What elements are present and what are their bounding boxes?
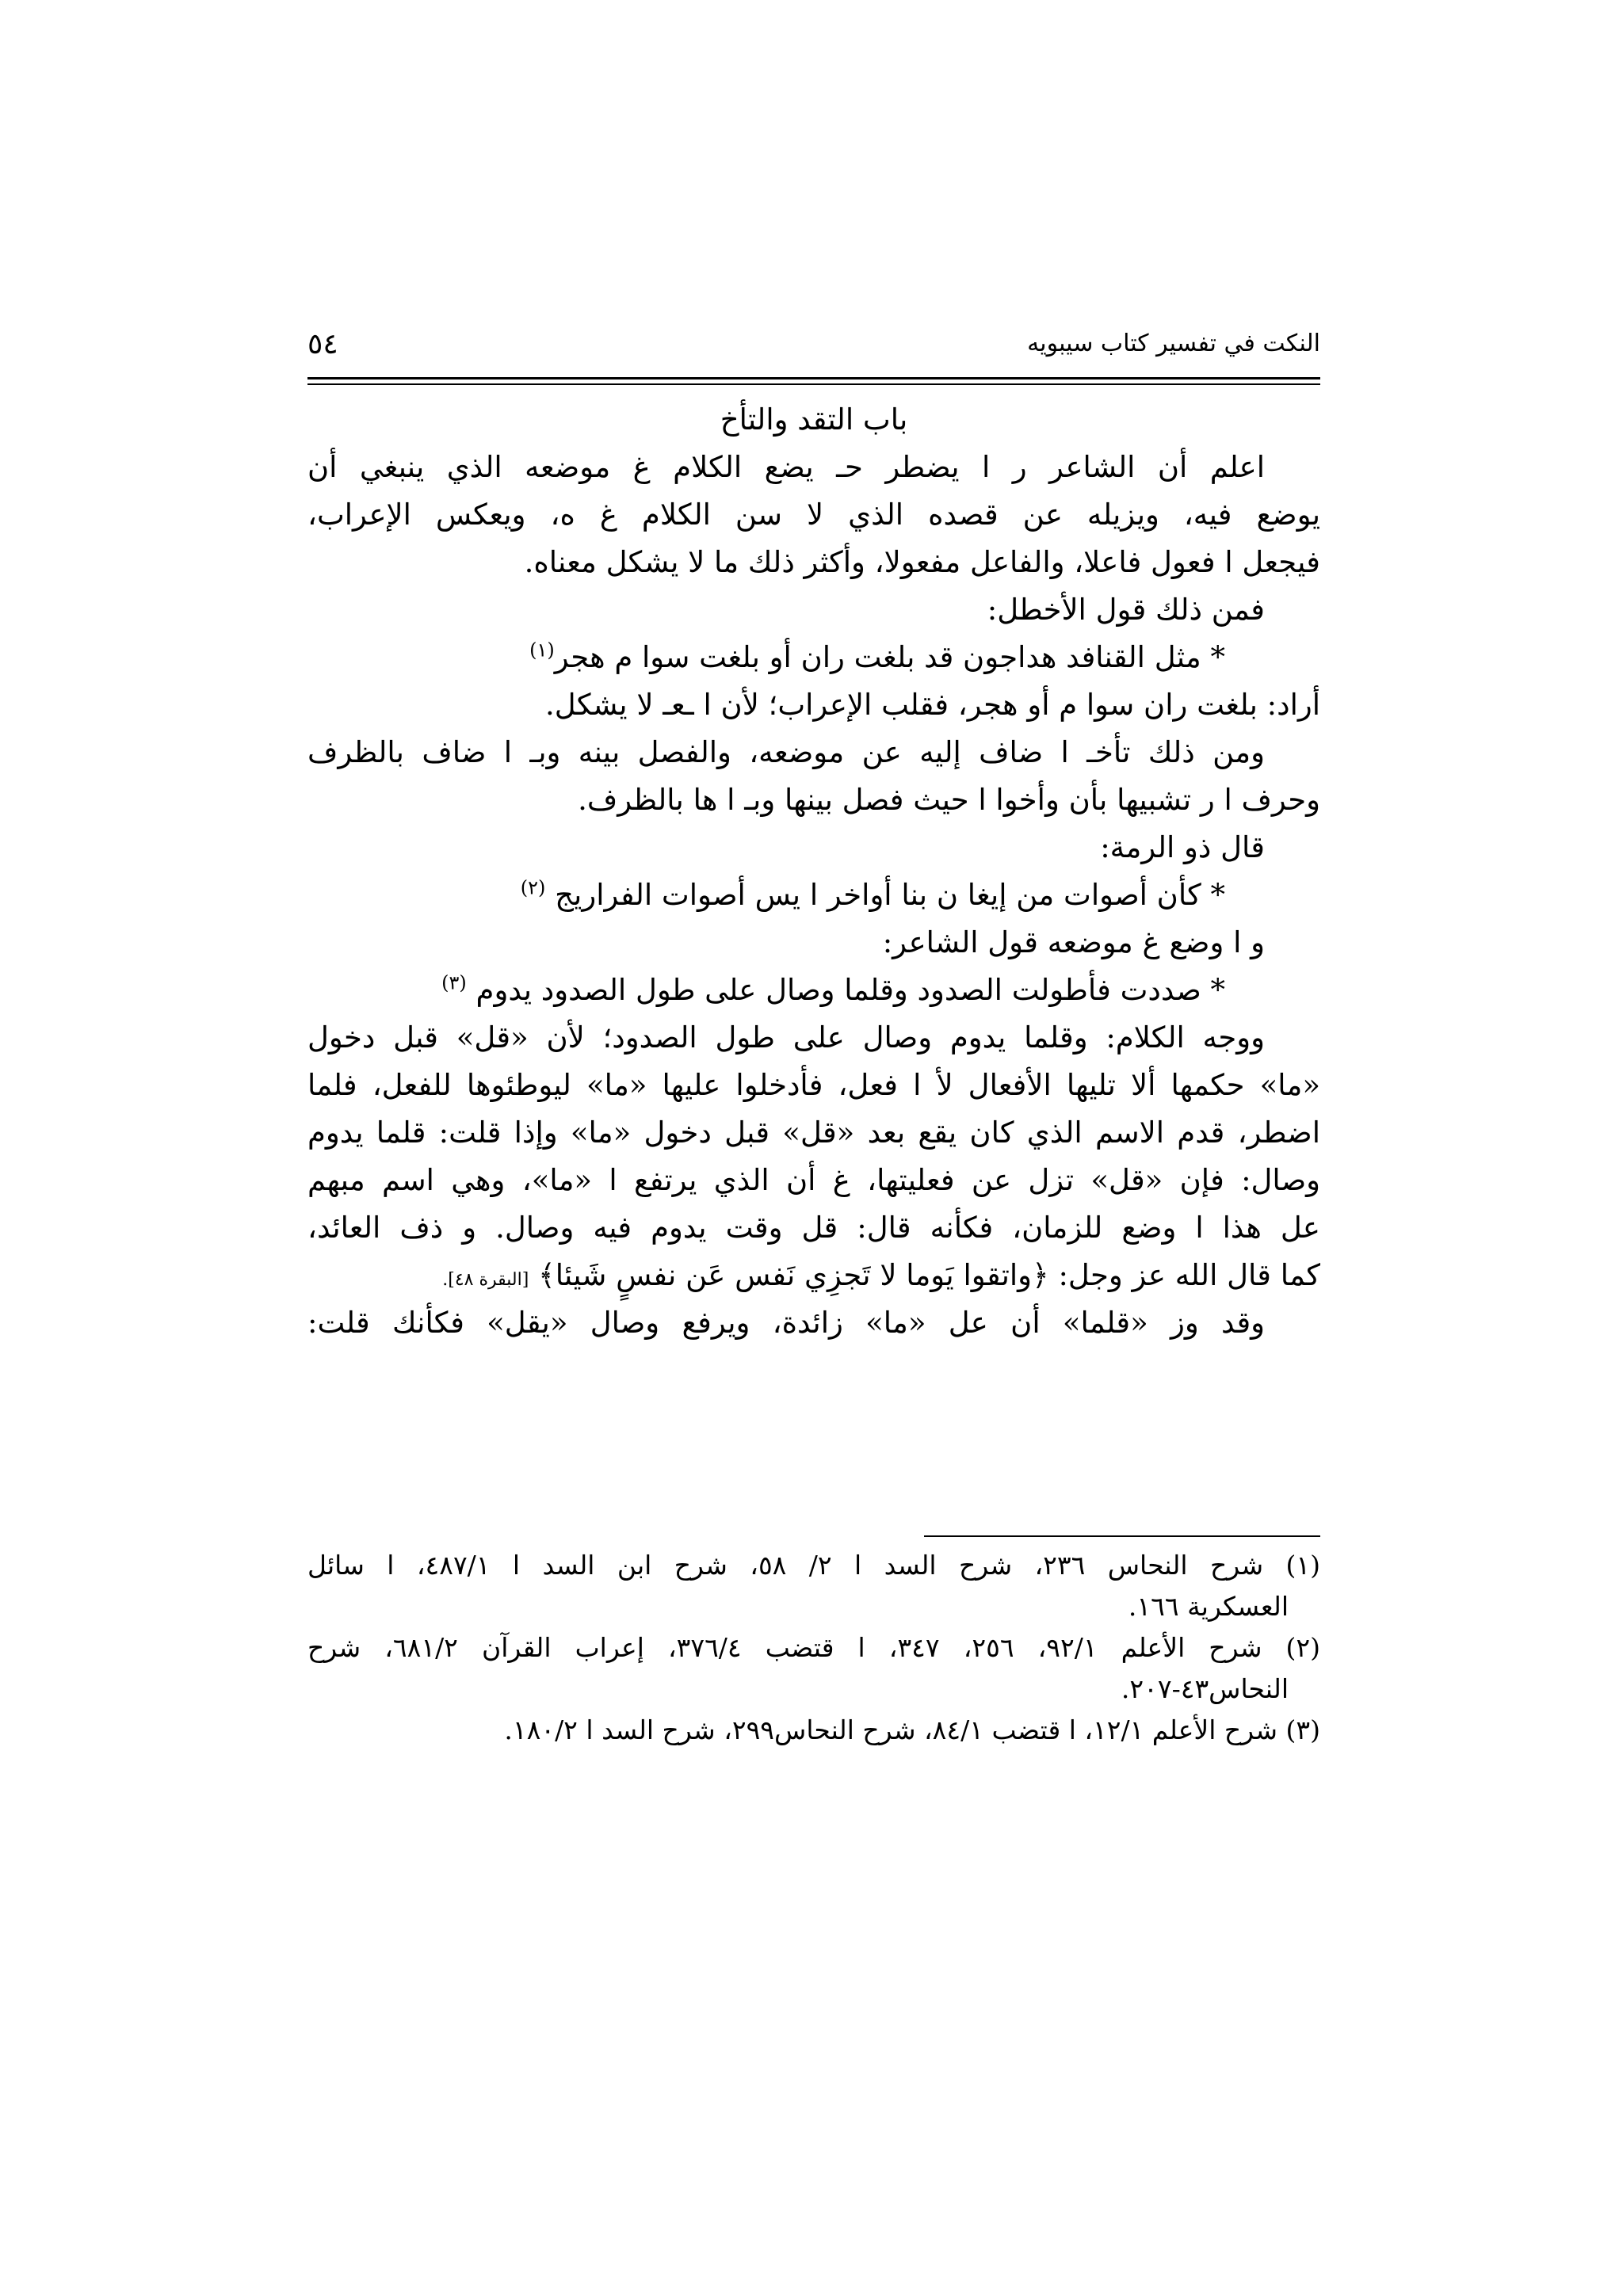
paragraph-line: فمن ذلك قول الأخطل: bbox=[987, 593, 1265, 627]
verse-text: * مثل القنافد هداجون قد بلغت ران أو بلغت سوا م هجر bbox=[554, 640, 1225, 674]
section-title: باب التقد والتأخ bbox=[720, 402, 908, 437]
footnote-line: (١) شرح النحاس ٢٣٦، شرح السد ا ٢/ ٥٨، شرح ابن السد ا ٤٨٧/١، ا سائل bbox=[307, 1550, 1320, 1581]
paragraph-line: ووجه الكلام: وقلما يدوم وصال على طول الصدود؛ لأن «قل» قبل دخول bbox=[307, 1020, 1265, 1055]
page-header bbox=[307, 325, 1320, 372]
verse-text: * كأن أصوات من إيغا ن بنا أواخر ا يس أصوات الفراريج bbox=[555, 878, 1225, 912]
verse-line bbox=[307, 634, 1320, 681]
paragraph-line: وحرف ا ر تشبيها بأن وأخوا ا حيث فصل بينها وبـ ا ها بالظرف. bbox=[578, 783, 1320, 817]
paragraph-line: «ما» حكمها ألا تليها الأفعال لأ ا فعل، فأدخلوا عليها «ما» ليوطئوها للفعل، فلما bbox=[307, 1068, 1320, 1102]
header-double-rule bbox=[307, 377, 1320, 385]
paragraph-line bbox=[307, 1252, 1320, 1299]
paragraph-line: و ا وضع غ موضعه قول الشاعر: bbox=[882, 925, 1265, 959]
paragraph-line: عل هذا ا وضع للزمان، فكأنه قال: قل وقت يدوم فيه وصال. و ذف العائد، bbox=[307, 1211, 1320, 1245]
footnote-line: (٣) شرح الأعلم ١٢/١، ا قتضب ٨٤/١، شرح النحاس٢٩٩، شرح السد ا ١٨٠/٢. bbox=[504, 1714, 1320, 1745]
paragraph-line: اضطر، قدم الاسم الذي كان يقع بعد «قل» قبل دخول «ما» وإذا قلت: قلما يدوم bbox=[307, 1116, 1320, 1150]
footnote-line: النحاس٤٣-٢٠٧. bbox=[1121, 1673, 1289, 1704]
footnotes bbox=[307, 1545, 1320, 1751]
paragraph-line: ومن ذلك تأخـ ا ضاف إليه عن موضعه، والفصل بينه وبـ ا ضاف بالظرف bbox=[307, 735, 1265, 769]
paragraph-line: قال ذو الرمة: bbox=[1100, 830, 1265, 864]
running-title: النكت في تفسير كتاب سيبويه bbox=[1027, 330, 1320, 357]
paragraph-line: وصال: فإن «قل» تزل عن فعليتها، غ أن الذي يرتفع ا «ما»، وهي اسم مبهم bbox=[307, 1163, 1320, 1197]
paragraph-line: فيجعل ا فعول فاعلا، والفاعل مفعولا، وأكثر ذلك ما لا يشكل معناه. bbox=[524, 545, 1320, 579]
verse-text: * صددت فأطولت الصدود وقلما وصال على طول الصدود يدوم bbox=[475, 973, 1225, 1007]
footnote-ref-3: (٣) bbox=[441, 971, 467, 994]
footnote-line: (٢) شرح الأعلم ٩٢/١، ٢٥٦، ٣٤٧، ا قتضب ٣٧٦/٤، إعراب القرآن ٦٨١/٢، شرح bbox=[307, 1632, 1321, 1663]
verse-line bbox=[307, 871, 1320, 919]
footnote-ref-2: (٢) bbox=[520, 876, 546, 899]
page-number: ٥٤ bbox=[307, 328, 338, 360]
paragraph-line: يوضع فيه، ويزيله عن قصده الذي لا سن الكلام غ ه، ويعكس الإعراب، bbox=[307, 498, 1320, 532]
paragraph-line: وقد وز «قلما» أن عل «ما» زائدة، ويرفع وصال «يقل» فكأنك قلت: bbox=[307, 1306, 1265, 1340]
verse-line bbox=[307, 967, 1320, 1014]
main-text bbox=[307, 396, 1320, 1347]
paragraph-line: اعلم أن الشاعر ر ا يضطر حـ يضع الكلام غ موضعه الذي ينبغي أن bbox=[307, 450, 1265, 484]
footnote-line: العسكرية ١٦٦. bbox=[1128, 1591, 1289, 1622]
quran-reference: [البقرة ٤٨]. bbox=[442, 1270, 529, 1290]
paragraph-line: أراد: بلغت ران سوا م أو هجر، فقلب الإعراب؛ لأن ا ـعـ لا يشكل. bbox=[545, 688, 1320, 722]
footnote-separator bbox=[924, 1535, 1320, 1537]
footnote-ref-1: (١) bbox=[529, 639, 555, 662]
quran-citation-line: كما قال الله عز وجل: ﴿واتقوا يَوما لا تَجزِي نَفس عَن نفسٍ شَيئا﴾ bbox=[538, 1258, 1320, 1292]
